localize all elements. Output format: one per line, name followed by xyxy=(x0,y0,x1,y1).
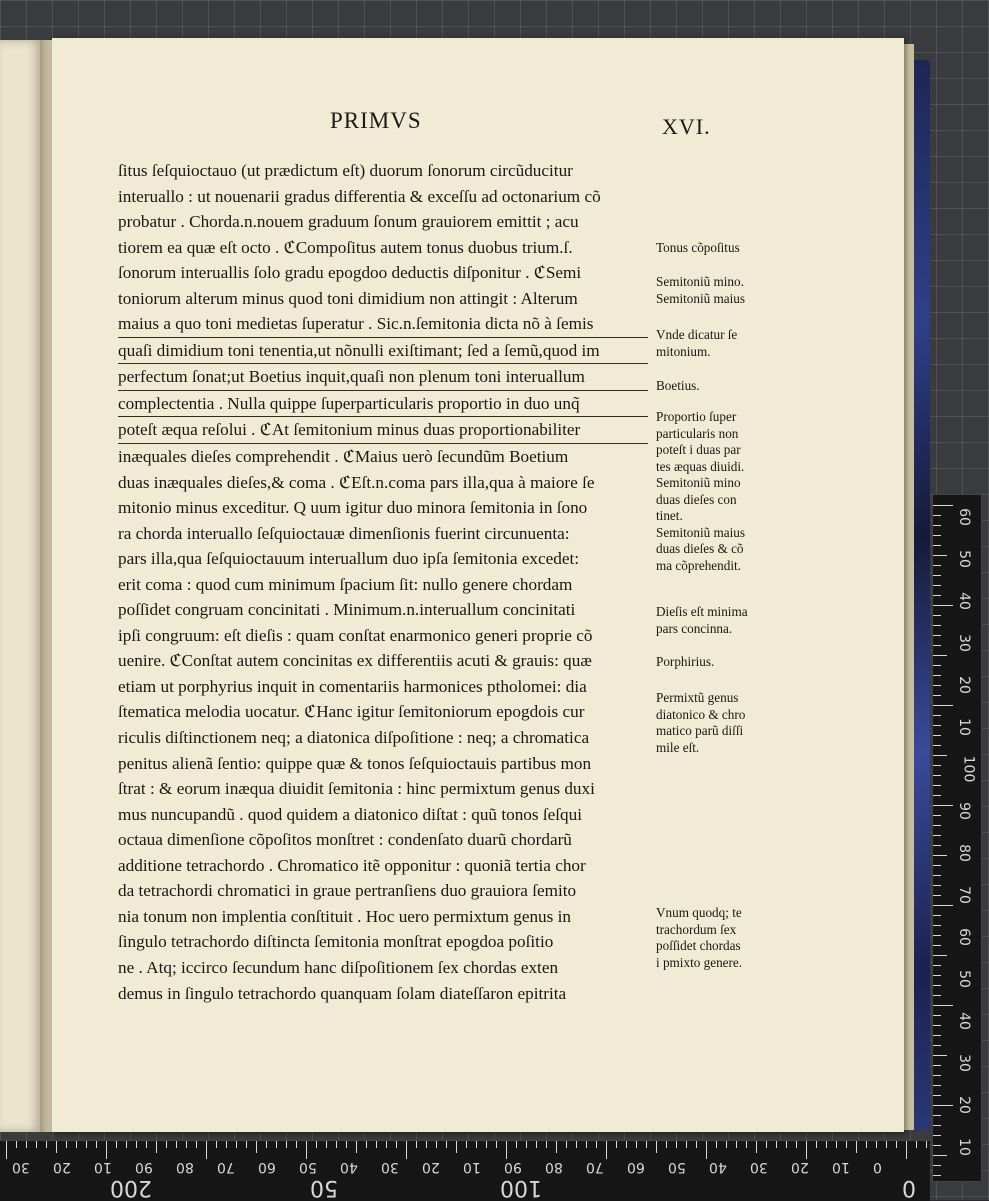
ruler-tick xyxy=(606,1141,607,1159)
ruler-label: 50 xyxy=(668,1159,686,1175)
ruler-tick xyxy=(416,1141,417,1148)
ruler-label: 60 xyxy=(627,1159,645,1175)
ruler-major-label: 200 xyxy=(110,1175,152,1200)
gloss-line: particularis non xyxy=(656,425,739,441)
marginal-gloss xyxy=(656,604,786,637)
ruler-tick xyxy=(266,1141,267,1148)
text-line: maius a quo toni medietas ſuperatur . Sic.n.ſemitonia dicta nõ à ſemis xyxy=(118,311,648,338)
ruler-tick xyxy=(686,1141,687,1148)
ruler-tick xyxy=(933,825,941,826)
ruler-tick xyxy=(446,1141,447,1148)
text-line: poſſidet congruam concinitati . Minimum.n.interuallum concinitati xyxy=(118,600,576,620)
ruler-label: 90 xyxy=(135,1159,153,1175)
ruler-tick xyxy=(746,1141,747,1148)
ruler-tick xyxy=(566,1141,567,1148)
text-line: toniorum alterum minus quod toni dimidium non attingit : Alterum xyxy=(118,288,578,308)
gloss-line: Tonus cõpoſitus xyxy=(656,240,740,255)
gloss-line: Proportio ſuper xyxy=(656,409,737,424)
ruler-tick xyxy=(326,1141,327,1148)
text-line: additione tetrachordo . Chromatico itẽ opponitur : quoniã tertia chor xyxy=(118,855,586,875)
ruler-tick xyxy=(933,595,941,596)
text-line: poteſt æqua reſolui . ℭAt ſemitonium minus duas proportionabiliter xyxy=(118,417,648,444)
ruler-tick xyxy=(26,1141,27,1148)
ruler-tick xyxy=(406,1141,407,1159)
ruler-tick xyxy=(933,1045,941,1046)
gloss-line: Boetius. xyxy=(656,378,700,393)
ruler-tick xyxy=(576,1141,577,1148)
ruler-tick xyxy=(933,745,941,746)
ruler-label: 20 xyxy=(955,1096,972,1114)
text-line: ſonorum interuallis ſolo gradu epogdoo deductis diſponitur . ℭSemi xyxy=(118,263,582,283)
ruler-tick xyxy=(933,1085,941,1086)
ruler-label: 50 xyxy=(955,970,972,988)
ruler-tick xyxy=(933,725,941,726)
ruler-tick xyxy=(426,1141,427,1148)
ruler-tick xyxy=(933,585,941,586)
gloss-line: Dieſis eſt minima xyxy=(656,604,748,619)
marginal-gloss xyxy=(656,378,786,395)
gloss-line: ma cõprehendit. xyxy=(656,557,741,573)
ruler-tick xyxy=(933,605,953,606)
gloss-line: tes æquas diuidi. xyxy=(656,458,745,474)
ruler-tick xyxy=(206,1141,207,1159)
text-line: ſtematica melodia uocatur. ℭHanc igitur ſemitoniorum epogdois cur xyxy=(118,702,585,722)
folio-number: XVI. xyxy=(662,114,711,139)
ruler-label: 60 xyxy=(955,508,972,526)
ruler-tick xyxy=(933,875,941,876)
ruler-tick xyxy=(286,1141,287,1148)
ruler-tick xyxy=(836,1141,837,1148)
ruler-tick xyxy=(486,1141,487,1148)
text-line: riculis diſtinctionem neq; a diatonica diſpoſitione : neq; a chromatica xyxy=(118,728,590,748)
ruler-tick xyxy=(736,1141,737,1148)
ruler-label: 60 xyxy=(955,928,972,946)
text-line: ſtrat : & eorum inæqua diuidit ſemitonia : hinc permixtum genus duxi xyxy=(118,779,595,799)
ruler-label: 100 xyxy=(960,755,977,783)
ruler-tick xyxy=(886,1141,887,1148)
ruler-tick xyxy=(376,1141,377,1148)
text-line: tiorem ea quæ eſt octo . ℭCompoſitus autem tonus duobus trium.ſ. xyxy=(118,237,573,257)
ruler-label: 10 xyxy=(94,1159,112,1175)
text-line: ipſi congruum: eſt dieſis : quam conſtat enarmonico generi proprie cõ xyxy=(118,625,593,645)
ruler-label: 80 xyxy=(955,844,972,862)
text-line: complectentia . Nulla quippe ſuperparticularis proportio in duo unq̃ xyxy=(118,391,648,418)
ruler-tick xyxy=(456,1141,457,1153)
ruler-label: 50 xyxy=(955,550,972,568)
ruler-tick xyxy=(216,1141,217,1148)
ruler-tick xyxy=(933,1095,941,1096)
ruler-tick xyxy=(226,1141,227,1148)
gloss-line: matico parũ diſſi xyxy=(656,723,744,738)
ruler-tick xyxy=(316,1141,317,1148)
ruler-tick xyxy=(536,1141,537,1148)
horizontal-ruler xyxy=(0,1140,930,1201)
ruler-tick xyxy=(656,1141,657,1153)
vertical-ruler xyxy=(932,494,982,1182)
ruler-tick xyxy=(933,855,947,856)
ruler-tick xyxy=(933,685,941,686)
ruler-label: 10 xyxy=(832,1159,850,1175)
gloss-line: trachordum ſex xyxy=(656,921,737,937)
text-line: perfectum ſonat;ut Boetius inquit,quaſi non plenum toni interuallum xyxy=(118,364,648,391)
ruler-tick xyxy=(246,1141,247,1148)
ruler-tick xyxy=(933,715,941,716)
gloss-line: Semitoniũ maius xyxy=(656,290,746,306)
ruler-tick xyxy=(626,1141,627,1148)
gloss-line: Permixtũ genus xyxy=(656,690,739,705)
gloss-line: mile eſt. xyxy=(656,739,700,755)
ruler-tick xyxy=(933,1115,941,1116)
ruler-tick xyxy=(466,1141,467,1148)
ruler-tick xyxy=(726,1141,727,1148)
ruler-tick xyxy=(346,1141,347,1148)
ruler-tick xyxy=(933,1155,947,1156)
ruler-tick xyxy=(933,535,941,536)
ruler-major-label: 0 xyxy=(902,1175,916,1200)
ruler-tick xyxy=(933,625,941,626)
ruler-tick xyxy=(933,995,941,996)
ruler-tick xyxy=(933,555,947,556)
marginal-gloss xyxy=(656,905,786,971)
ruler-tick xyxy=(36,1141,37,1148)
gloss-line: mitonium. xyxy=(656,343,711,359)
ruler-tick xyxy=(756,1141,757,1153)
ruler-label: 10 xyxy=(955,718,972,736)
ruler-tick xyxy=(766,1141,767,1148)
text-line: mus nuncupandũ . quod quidem a diatonico diſtat : quũ tonos ſeſqui xyxy=(118,804,583,824)
ruler-tick xyxy=(933,935,941,936)
text-line: interuallo : ut nouenarii gradus differentia & exceſſu ad octonarium cõ xyxy=(118,186,601,206)
text-line: erit coma : quod cum minimum ſpacium ſit: nullo genere chordam xyxy=(118,574,573,594)
ruler-tick xyxy=(16,1141,17,1148)
marginal-gloss xyxy=(656,654,786,671)
ruler-tick xyxy=(336,1141,337,1148)
ruler-tick xyxy=(933,1125,941,1126)
ruler-tick xyxy=(876,1141,877,1148)
text-line: ra chorda interuallo ſeſquioctauæ dimenſionis fuerint circunuenta: xyxy=(118,523,570,543)
ruler-tick xyxy=(933,835,941,836)
ruler-tick xyxy=(933,565,941,566)
ruler-label: 50 xyxy=(299,1159,317,1175)
ruler-tick xyxy=(826,1141,827,1148)
ruler-tick xyxy=(933,545,941,546)
gloss-line: diatonico & chro xyxy=(656,706,746,722)
ruler-tick xyxy=(933,1175,941,1176)
ruler-tick xyxy=(196,1141,197,1148)
ruler-tick xyxy=(933,945,941,946)
ruler-tick xyxy=(856,1141,857,1153)
text-line: ſitus ſeſquioctauo (ut prædictum eſt) duorum ſonorum circũducitur xyxy=(118,161,573,180)
ruler-tick xyxy=(933,1015,941,1016)
text-line: etiam ut porphyrius inquit in comentariis harmonices ptholomei: dia xyxy=(118,676,587,696)
main-text-block xyxy=(118,158,648,1006)
ruler-label: 70 xyxy=(955,886,972,904)
ruler-tick xyxy=(933,805,953,806)
ruler-label: 40 xyxy=(340,1159,358,1175)
text-line: demus in ſingulo tetrachordo quanquam ſolam diateſſaron epitrita xyxy=(118,983,567,1003)
ruler-tick xyxy=(933,1005,953,1006)
ruler-tick xyxy=(556,1141,557,1153)
ruler-tick xyxy=(933,955,947,956)
ruler-label: 20 xyxy=(422,1159,440,1175)
ruler-tick xyxy=(933,735,941,736)
text-line: uenire. ℭConſtat autem concinitas ex differentiis acuti & grauis: quæ xyxy=(118,651,592,671)
text-line: inæquales dieſes comprehendit . ℭMaius uerò ſecundũm Boetium xyxy=(118,447,569,467)
text-line: octaua dimenſione cõpoſitos monſtret : condenſato duarũ chordarũ xyxy=(118,830,572,850)
text-line: duas inæquales dieſes,& coma . ℭEſt.n.coma pars illa,qua à maiore ſe xyxy=(118,472,595,492)
ruler-tick xyxy=(96,1141,97,1148)
ruler-tick xyxy=(933,775,941,776)
gloss-line: Semitoniũ maius xyxy=(656,524,746,540)
ruler-tick xyxy=(933,905,953,906)
text-line: pars illa,qua ſeſquioctauum interuallum duo ipſa ſemitonia excedet: xyxy=(118,549,580,569)
ruler-label: 20 xyxy=(53,1159,71,1175)
ruler-label: 90 xyxy=(504,1159,522,1175)
ruler-tick xyxy=(933,895,941,896)
text-line: nia tonum non implentia conſtituit . Hoc uero permixtum genus in xyxy=(118,906,572,926)
ruler-tick xyxy=(933,1055,947,1056)
left-facing-page xyxy=(0,40,44,1132)
ruler-tick xyxy=(366,1141,367,1148)
ruler-tick xyxy=(933,965,941,966)
ruler-tick xyxy=(276,1141,277,1148)
ruler-tick xyxy=(706,1141,707,1159)
ruler-label: 0 xyxy=(873,1159,882,1175)
ruler-tick xyxy=(933,635,941,636)
ruler-major-label: 100 xyxy=(500,1175,542,1200)
gloss-line: tinet. xyxy=(656,508,683,523)
text-line: ne . Atq; iccirco ſecundum hanc diſpoſitionem ſex chordas exten xyxy=(118,957,559,977)
gloss-line: Porphirius. xyxy=(656,654,715,669)
ruler-tick xyxy=(933,665,941,666)
ruler-tick xyxy=(933,655,947,656)
ruler-tick xyxy=(106,1141,107,1159)
ruler-label: 30 xyxy=(955,634,972,652)
ruler-tick xyxy=(396,1141,397,1148)
ruler-tick xyxy=(846,1141,847,1148)
ruler-tick xyxy=(933,1145,941,1146)
ruler-tick xyxy=(933,795,941,796)
ruler-tick xyxy=(696,1141,697,1148)
ruler-tick xyxy=(933,705,953,706)
ruler-label: 10 xyxy=(463,1159,481,1175)
ruler-tick xyxy=(933,525,941,526)
text-line: quaſi dimidium toni tenentia,ut nõnulli exiſtimant; ſed a ſemũ,quod im xyxy=(118,338,648,365)
ruler-tick xyxy=(933,575,941,576)
ruler-tick xyxy=(156,1141,157,1153)
ruler-tick xyxy=(146,1141,147,1148)
ruler-tick xyxy=(116,1141,117,1148)
ruler-tick xyxy=(256,1141,257,1153)
ruler-tick xyxy=(676,1141,677,1148)
ruler-tick xyxy=(56,1141,57,1153)
ruler-tick xyxy=(166,1141,167,1148)
ruler-tick xyxy=(646,1141,647,1148)
ruler-label: 10 xyxy=(955,1138,972,1156)
ruler-tick xyxy=(866,1141,867,1148)
ruler-tick xyxy=(933,915,941,916)
gloss-line: Vnde dicatur ſe xyxy=(656,327,738,342)
ruler-label: 90 xyxy=(955,802,972,820)
ruler-tick xyxy=(616,1141,617,1148)
gloss-line: i pmixto genere. xyxy=(656,954,743,970)
ruler-tick xyxy=(596,1141,597,1148)
gloss-line: pars concinna. xyxy=(656,620,733,636)
ruler-tick xyxy=(716,1141,717,1148)
ruler-label: 80 xyxy=(176,1159,194,1175)
ruler-label: 40 xyxy=(709,1159,727,1175)
ruler-tick xyxy=(356,1141,357,1153)
ruler-tick xyxy=(933,985,941,986)
ruler-tick xyxy=(916,1141,917,1148)
running-head: PRIMVS xyxy=(330,108,422,133)
ruler-tick xyxy=(66,1141,67,1148)
ruler-tick xyxy=(926,1141,927,1148)
ruler-tick xyxy=(6,1141,7,1159)
ruler-label: 80 xyxy=(545,1159,563,1175)
ruler-tick xyxy=(896,1141,897,1148)
gloss-line: Semitoniũ mino. xyxy=(656,274,744,289)
marginal-gloss xyxy=(656,327,786,360)
text-line: da tetrachordi chromatici in graue pertranſiens duo grauiora ſemito xyxy=(118,881,577,901)
ruler-label: 30 xyxy=(12,1159,30,1175)
ruler-tick xyxy=(436,1141,437,1148)
ruler-tick xyxy=(526,1141,527,1148)
ruler-tick xyxy=(476,1141,477,1148)
ruler-label: 70 xyxy=(586,1159,604,1175)
ruler-tick xyxy=(933,785,941,786)
ruler-tick xyxy=(933,1165,941,1166)
ruler-tick xyxy=(786,1141,787,1148)
ruler-tick xyxy=(506,1141,507,1159)
text-line: ſingulo tetrachordo diſtincta ſemitonia monſtrat epogdoa poſitio xyxy=(118,932,554,952)
ruler-tick xyxy=(933,1105,953,1106)
gloss-line: duas dieſes & cõ xyxy=(656,541,744,556)
ruler-tick xyxy=(933,815,941,816)
ruler-tick xyxy=(806,1141,807,1159)
ruler-tick xyxy=(933,505,953,506)
ruler-tick xyxy=(776,1141,777,1148)
gloss-line: Semitoniũ mino xyxy=(656,475,741,490)
ruler-tick xyxy=(76,1141,77,1148)
gloss-line: Vnum quodq; te xyxy=(656,905,742,920)
ruler-tick xyxy=(933,845,941,846)
ruler-tick xyxy=(933,975,941,976)
ruler-tick xyxy=(126,1141,127,1148)
ruler-label: 40 xyxy=(955,1012,972,1030)
text-line: penitus alienã ſentio: quippe quæ & tonos ſeſquioctauis partibus mon xyxy=(118,753,592,773)
ruler-tick xyxy=(296,1141,297,1148)
ruler-tick xyxy=(933,1025,941,1026)
ruler-tick xyxy=(796,1141,797,1148)
ruler-tick xyxy=(86,1141,87,1148)
gloss-line: poteſt i duas par xyxy=(656,442,741,457)
gloss-line: duas dieſes con xyxy=(656,491,737,507)
ruler-tick xyxy=(636,1141,637,1148)
ruler-tick xyxy=(933,865,941,866)
ruler-label: 30 xyxy=(381,1159,399,1175)
ruler-tick xyxy=(666,1141,667,1148)
ruler-tick xyxy=(933,755,947,756)
marginal-gloss xyxy=(656,274,786,307)
ruler-tick xyxy=(933,1065,941,1066)
ruler-tick xyxy=(906,1141,907,1159)
ruler-tick xyxy=(933,645,941,646)
ruler-label: 30 xyxy=(955,1054,972,1072)
ruler-tick xyxy=(933,925,941,926)
ruler-tick xyxy=(933,765,941,766)
ruler-label: 30 xyxy=(750,1159,768,1175)
ruler-tick xyxy=(586,1141,587,1148)
ruler-tick xyxy=(933,675,941,676)
ruler-tick xyxy=(176,1141,177,1148)
ruler-tick xyxy=(933,615,941,616)
ruler-tick xyxy=(933,1035,941,1036)
ruler-tick xyxy=(933,515,941,516)
ruler-tick xyxy=(46,1141,47,1148)
ruler-major-label: 50 xyxy=(310,1175,338,1200)
ruler-tick xyxy=(933,1135,941,1136)
ruler-tick xyxy=(306,1141,307,1159)
marginal-gloss xyxy=(656,690,786,756)
ruler-tick xyxy=(933,885,941,886)
text-line: probatur . Chorda.n.nouem graduum ſonum grauiorem emittit ; acu xyxy=(118,212,579,232)
ruler-label: 20 xyxy=(791,1159,809,1175)
gloss-line: poſſidet chordas xyxy=(656,938,741,953)
ruler-label: 70 xyxy=(217,1159,235,1175)
ruler-tick xyxy=(496,1141,497,1148)
ruler-tick xyxy=(546,1141,547,1148)
ruler-tick xyxy=(933,1075,941,1076)
ruler-tick xyxy=(386,1141,387,1148)
ruler-tick xyxy=(236,1141,237,1148)
ruler-tick xyxy=(933,695,941,696)
ruler-label: 60 xyxy=(258,1159,276,1175)
ruler-tick xyxy=(186,1141,187,1148)
ruler-label: 40 xyxy=(955,592,972,610)
ruler-label: 20 xyxy=(955,676,972,694)
text-line: mitonio minus exceditur. Q uum igitur duo minora ſemitonia in ſono xyxy=(118,498,588,518)
marginal-gloss xyxy=(656,409,786,574)
ruler-tick xyxy=(136,1141,137,1148)
marginal-gloss xyxy=(656,240,786,257)
ruler-tick xyxy=(816,1141,817,1148)
ruler-tick xyxy=(516,1141,517,1148)
